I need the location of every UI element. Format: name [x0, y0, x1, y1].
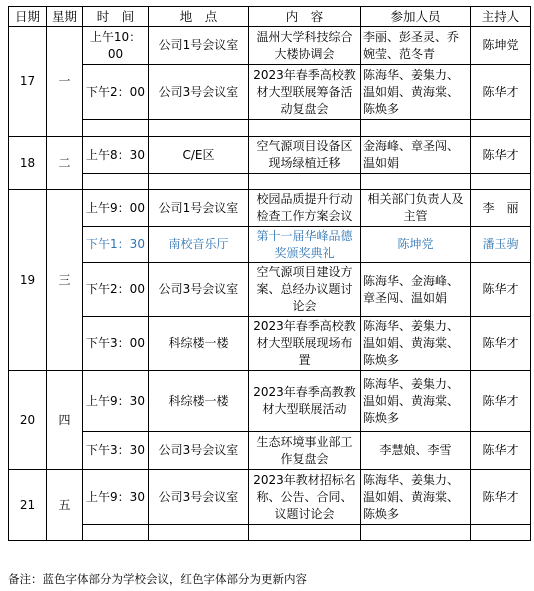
- host-cell: 陈华才: [471, 263, 531, 317]
- header-date: 日期: [9, 7, 47, 27]
- host-cell: 陈华才: [471, 65, 531, 120]
- table-row: [9, 65, 531, 120]
- time-cell: 上午9：30: [83, 470, 149, 525]
- table-row: [9, 137, 531, 174]
- place-cell: 科综楼一楼: [149, 371, 249, 432]
- date-cell: 21: [9, 470, 47, 541]
- weekday-cell: 五: [47, 470, 83, 541]
- content-cell: 2023年春季高教教材大型联展活动: [249, 371, 361, 432]
- content-cell: 2023年春季高校教材大型联展现场布置: [249, 317, 361, 371]
- table-row: [9, 227, 531, 263]
- host-cell: 潘玉驹: [471, 227, 531, 263]
- people-cell: 陈海华、姜集力、温如娟、黄海棠、陈焕多: [361, 65, 471, 120]
- table-row: [9, 27, 531, 65]
- people-cell: 陈海华、金海峰、章圣闯、温如娟: [361, 263, 471, 317]
- host-cell: 陈华才: [471, 317, 531, 371]
- place-cell: 公司3号会议室: [149, 470, 249, 525]
- content-cell: 温州大学科技综合大楼协调会: [249, 27, 361, 65]
- weekday-cell: 三: [47, 190, 83, 371]
- header-host: 主持人: [471, 7, 531, 27]
- header-row: [9, 7, 531, 27]
- date-cell: 19: [9, 190, 47, 371]
- content-cell: 空气源项目设备区现场绿植迁移: [249, 137, 361, 174]
- content-cell: 校园品质提升行动检查工作方案会议: [249, 190, 361, 227]
- host-cell: 李 丽: [471, 190, 531, 227]
- place-cell: 公司3号会议室: [149, 65, 249, 120]
- table-row: [9, 190, 531, 227]
- date-cell: 18: [9, 137, 47, 190]
- time-cell: 上午9：00: [83, 190, 149, 227]
- place-cell: C/E区: [149, 137, 249, 174]
- date-cell: 17: [9, 27, 47, 137]
- content-cell: 第十一届华峰品德奖颁奖典礼: [249, 227, 361, 263]
- table-row: [9, 371, 531, 432]
- weekday-cell: 二: [47, 137, 83, 190]
- time-cell: 下午3：30: [83, 432, 149, 470]
- place-cell: 南校音乐厅: [149, 227, 249, 263]
- host-cell: 陈华才: [471, 137, 531, 174]
- people-cell: 相关部门负责人及主管: [361, 190, 471, 227]
- time-cell: 上午8：30: [83, 137, 149, 174]
- content-cell: 空气源项目建设方案、总经办议题讨论会: [249, 263, 361, 317]
- time-cell: 下午2：00: [83, 263, 149, 317]
- weekday-cell: 四: [47, 371, 83, 470]
- empty-row: [9, 174, 531, 190]
- date-cell: 20: [9, 371, 47, 470]
- empty-row: [9, 120, 531, 137]
- header-people: 参加人员: [361, 7, 471, 27]
- time-cell: 下午1：30: [83, 227, 149, 263]
- content-cell: 2023年教材招标名称、公告、合同、议题讨论会: [249, 470, 361, 525]
- place-cell: 公司1号会议室: [149, 27, 249, 65]
- place-cell: 公司1号会议室: [149, 190, 249, 227]
- people-cell: 李丽、彭圣灵、乔婉莹、范冬青: [361, 27, 471, 65]
- people-cell: 陈坤党: [361, 227, 471, 263]
- time-cell: 下午2：00: [83, 65, 149, 120]
- people-cell: 陈海华、姜集力、温如娟、黄海棠、陈焕多: [361, 371, 471, 432]
- table-row: [9, 263, 531, 317]
- content-cell: 生态环境事业部工作复盘会: [249, 432, 361, 470]
- time-cell: 下午3：00: [83, 317, 149, 371]
- header-place: 地 点: [149, 7, 249, 27]
- table-row: [9, 432, 531, 470]
- host-cell: 陈华才: [471, 432, 531, 470]
- place-cell: 科综楼一楼: [149, 317, 249, 371]
- people-cell: 陈海华、姜集力、温如娟、黄海棠、陈焕多: [361, 317, 471, 371]
- place-cell: 公司3号会议室: [149, 432, 249, 470]
- time-cell: 上午9：30: [83, 371, 149, 432]
- host-cell: 陈华才: [471, 470, 531, 525]
- table-row: [9, 470, 531, 525]
- schedule-table: [8, 6, 531, 541]
- empty-row: [9, 525, 531, 541]
- time-cell: 上午10：00: [83, 27, 149, 65]
- header-weekday: 星期: [47, 7, 83, 27]
- header-content: 内 容: [249, 7, 361, 27]
- people-cell: 李慧娘、李雪: [361, 432, 471, 470]
- people-cell: 金海峰、章圣闯、温如娟: [361, 137, 471, 174]
- place-cell: 公司3号会议室: [149, 263, 249, 317]
- host-cell: 陈坤党: [471, 27, 531, 65]
- header-time: 时 间: [83, 7, 149, 27]
- footnote: 备注：蓝色字体部分为学校会议，红色字体部分为更新内容: [8, 572, 307, 586]
- content-cell: 2023年春季高校教材大型联展筹备活动复盘会: [249, 65, 361, 120]
- people-cell: 陈海华、姜集力、温如娟、黄海棠、陈焕多: [361, 470, 471, 525]
- table-row: [9, 317, 531, 371]
- weekday-cell: 一: [47, 27, 83, 137]
- host-cell: 陈华才: [471, 371, 531, 432]
